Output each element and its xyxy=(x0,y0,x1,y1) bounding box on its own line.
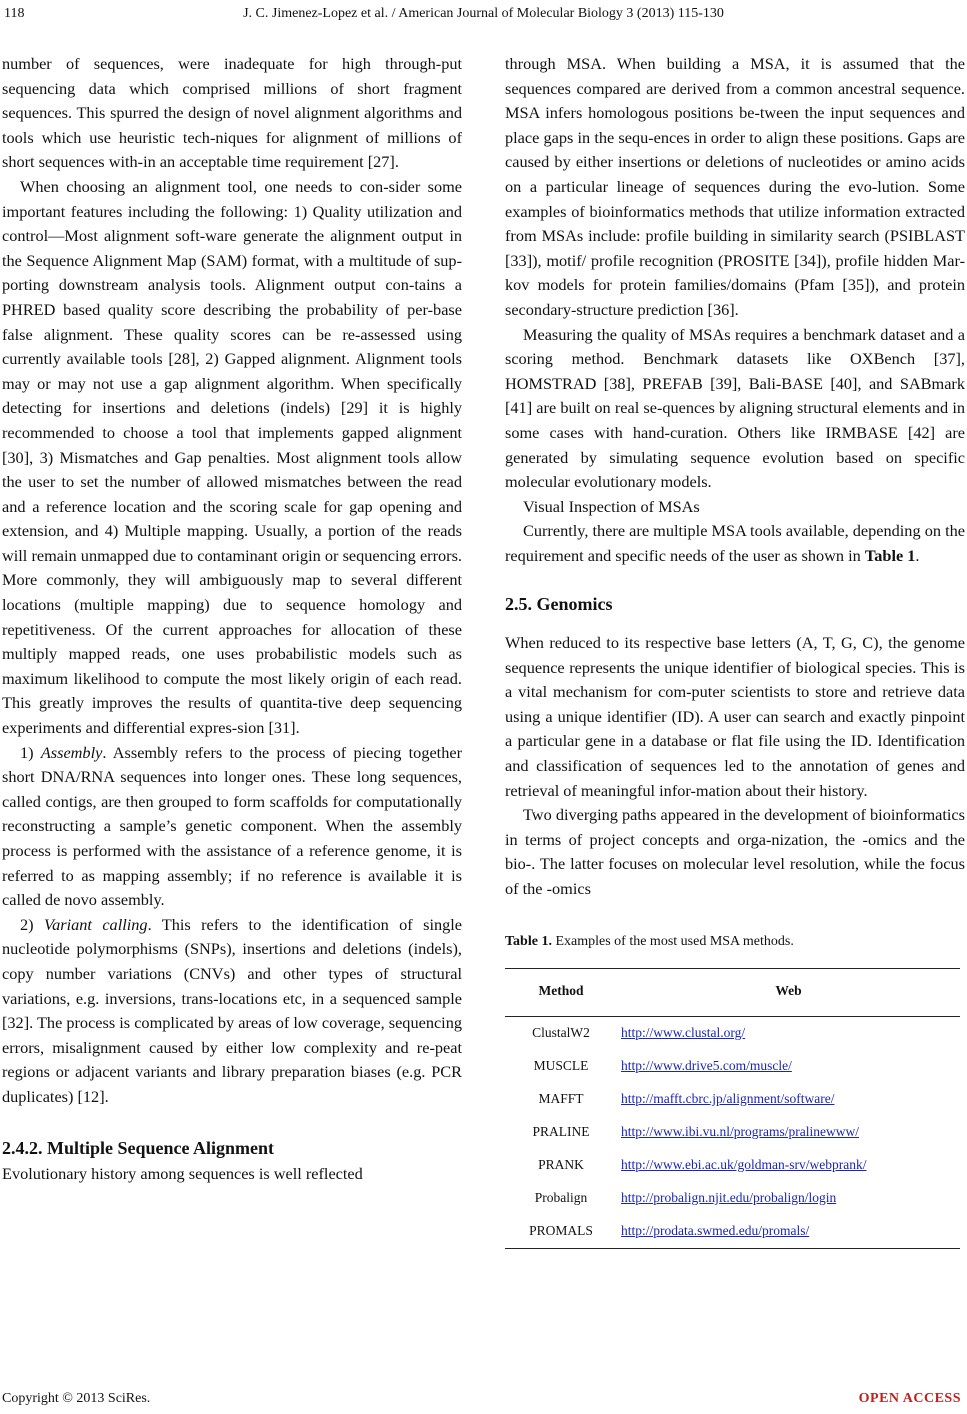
table-row xyxy=(505,1083,960,1116)
web-link[interactable]: http://www.ebi.ac.uk/goldman-srv/webprank/ xyxy=(621,1156,867,1172)
section-heading-2-5: 2.5. Genomics xyxy=(505,594,613,615)
right-column xyxy=(505,52,965,1249)
web-link[interactable]: http://www.drive5.com/muscle/ xyxy=(621,1057,792,1073)
variant-term: Variant calling xyxy=(43,914,148,934)
variant-prefix: 2) xyxy=(20,914,44,934)
table-row xyxy=(505,1149,960,1182)
table-row xyxy=(505,1116,960,1149)
table-row xyxy=(505,1182,960,1215)
table-body xyxy=(505,1016,960,1248)
method-cell: PRALINE xyxy=(532,1123,590,1139)
page-header xyxy=(0,0,967,40)
web-cell xyxy=(617,1083,960,1116)
running-head: J. C. Jimenez-Lopez et al. / American Journal of Molecular Biology 3 (2013) 115-130 xyxy=(243,6,724,21)
column-header-method: Method xyxy=(505,969,617,1017)
table-reference-link[interactable]: Table 1 xyxy=(864,545,916,565)
web-cell xyxy=(617,1182,960,1215)
assembly-term: Assembly xyxy=(40,742,103,762)
section-heading-2-4-2: 2.4.2. Multiple Sequence Alignment xyxy=(2,1137,275,1158)
web-cell xyxy=(617,1116,960,1149)
table-row xyxy=(505,1016,960,1050)
p4-end: . xyxy=(915,545,920,565)
footer-open-access: OPEN ACCESS xyxy=(858,1391,961,1406)
web-cell xyxy=(617,1016,960,1050)
table-header-row xyxy=(505,969,960,1017)
page-number: 118 xyxy=(4,6,25,21)
right-paragraph-4 xyxy=(505,519,965,568)
web-link[interactable]: http://prodata.swmed.edu/promals/ xyxy=(621,1222,810,1238)
left-paragraph-1: number of sequences, were inadequate for high through-put sequencing data which comprised millions of short fragment sequences. This spurred the design of novel alignment algorithms and tools which use heuristic tech-niques for alignment of millions of short sequences with-in an acceptable time requirement [27]. xyxy=(2,54,462,172)
right-paragraph-3: Visual Inspection of MSAs xyxy=(523,496,700,516)
assembly-prefix: 1) xyxy=(20,742,41,762)
table-caption xyxy=(505,930,965,955)
right-paragraph-genomics: When reduced to its respective base letters (A, T, G, C), the genome sequence represents the unique identifier of biological species. This is a vital mechanism for com-puter scientists to store and retrieve data using a unique identifier (ID). A user can search and exactly pinpoint a particular gene in a database or flat file using the ID. Identification and classification of sequences led to the annotation of genes and retrieval of meaningful infor-mation about their history. xyxy=(505,633,965,800)
column-header-web: Web xyxy=(617,969,960,1017)
web-cell xyxy=(617,1050,960,1083)
left-paragraph-msa: Evolutionary history among sequences is well reflected xyxy=(2,1164,363,1184)
table-row xyxy=(505,1050,960,1083)
table-caption-label: Table 1. xyxy=(505,933,552,949)
method-cell: Probalign xyxy=(534,1189,588,1205)
method-cell: MUSCLE xyxy=(533,1057,589,1073)
right-paragraph-6: Two diverging paths appeared in the development of bioinformatics in terms of project concepts and orga-nization, the -omics and the bio-. The latter focuses on molecular level resolution, while the focus of the -omics xyxy=(505,805,965,898)
method-cell: ClustalW2 xyxy=(532,1024,590,1040)
left-paragraph-2: When choosing an alignment tool, one needs to con-sider some important features including the following: 1) Quality utilization and control—Most alignment soft-ware generate the alignment output in the Sequence Alignment Map (SAM) format, with a multitude of sup-porting downstream analysis tools. Alignment output con-tains a PHRED based quality score describing the probability of per-base false alignment. These quality scores can be re-assessed using currently available tools [28], 2) Gapped alignment. Alignment tools may or may not use a gap alignment algorithm. When specifically detecting for insertions and deletions (indels) [29] it is highly recommended to choose a tool that implements gapped alignment [30], 3) Mismatches and Gap penalties. Most alignment tools allow the user to set the number of allowed mismatches between the read and a reference location and the scoring scale for gap opening and extension, and 4) Multiple mapping. Usually, a portion of the reads will remain unmapped due to contaminant origin or sequencing errors. More commonly, they will ambiguously map to several different locations (multiple mapping) due to sequence homology and repetitiveness. Of the current approaches for allocation of these multiply mapped reads, one uses probabilistic models such as maximum likelihood to compute the most likely origin of each read. This greatly improves the results of quantita-tive deep sequencing experiments and differential expres-sion [31]. xyxy=(2,176,462,738)
table-caption-text: Examples of the most used MSA methods. xyxy=(551,933,794,949)
left-paragraph-variant xyxy=(2,913,462,1110)
web-cell xyxy=(617,1149,960,1182)
method-cell: PROMALS xyxy=(505,1215,617,1249)
msa-methods-table xyxy=(505,968,960,1249)
footer-copyright: Copyright © 2013 SciRes. xyxy=(2,1391,151,1406)
web-cell xyxy=(617,1215,960,1249)
web-link[interactable]: http://www.ibi.vu.nl/programs/pralinewww/ xyxy=(621,1123,859,1139)
left-column xyxy=(2,52,462,1187)
assembly-text: . Assembly refers to the process of piecing together short DNA/RNA sequences into longer ones. These long sequences, called contigs, are then grouped to form scaffolds for computationally reconstructing a sample’s genetic component. When the assembly process is performed with the assistance of a reference genome, it is referred to as mapping assembly; if no reference is available it is called de novo assembly. xyxy=(2,742,462,910)
web-link[interactable]: http://www.clustal.org/ xyxy=(621,1024,746,1040)
left-paragraph-assembly xyxy=(2,741,462,913)
right-paragraph-2: Measuring the quality of MSAs requires a benchmark dataset and a scoring method. Benchmark datasets like OXBench [37], HOMSTRAD [38], PREFAB [39], Bali-BASE [40], and SABmark [41] are built on real se-quences by aligning structural elements and in some cases with hand-curation. Others like IRMBASE [42] are generated by simulating sequence evolution based on specific molecular evolutionary models. xyxy=(505,324,965,492)
table-row xyxy=(505,1215,960,1249)
method-cell: PRANK xyxy=(538,1156,584,1172)
web-link[interactable]: http://mafft.cbrc.jp/alignment/software/ xyxy=(621,1090,835,1106)
web-link[interactable]: http://probalign.njit.edu/probalign/login xyxy=(621,1189,837,1205)
variant-text: . This refers to the identification of single nucleotide polymorphisms (SNPs), insertions and deletions (indels), copy number variations (CNVs) and other types of structural variations, e.g. inversions, trans-locations etc, in a sequenced sample [32]. The process is complicated by areas of low coverage, sequencing errors, misalignment caused by either low complexity and re-peat regions or adjacent variants and library preparation biases (e.g. PCR duplicates) [12]. xyxy=(2,914,462,1106)
right-paragraph-1: through MSA. When building a MSA, it is assumed that the sequences compared are derived from a common ancestral sequence. MSA infers homologous positions be-tween the input sequences and place gaps in the sequ-ences in order to align these positions. Gaps are caused by either insertions or deletions of nucleotides or amino acids on a particular lineage of sequences during the evo-lution. Some examples of bioinformatics methods that utilize information extracted from MSAs include: profile building in similarity search (PSIBLAST [33]), motif/ profile recognition (PROSITE [34]), profile hidden Mar-kov models for protein families/domains (Pfam [35]), and protein secondary-structure prediction [36]. xyxy=(505,54,965,319)
p4-text: Currently, there are multiple MSA tools available, depending on the requirement and specific needs of the user as shown in xyxy=(505,521,965,565)
method-cell: MAFFT xyxy=(538,1090,584,1106)
